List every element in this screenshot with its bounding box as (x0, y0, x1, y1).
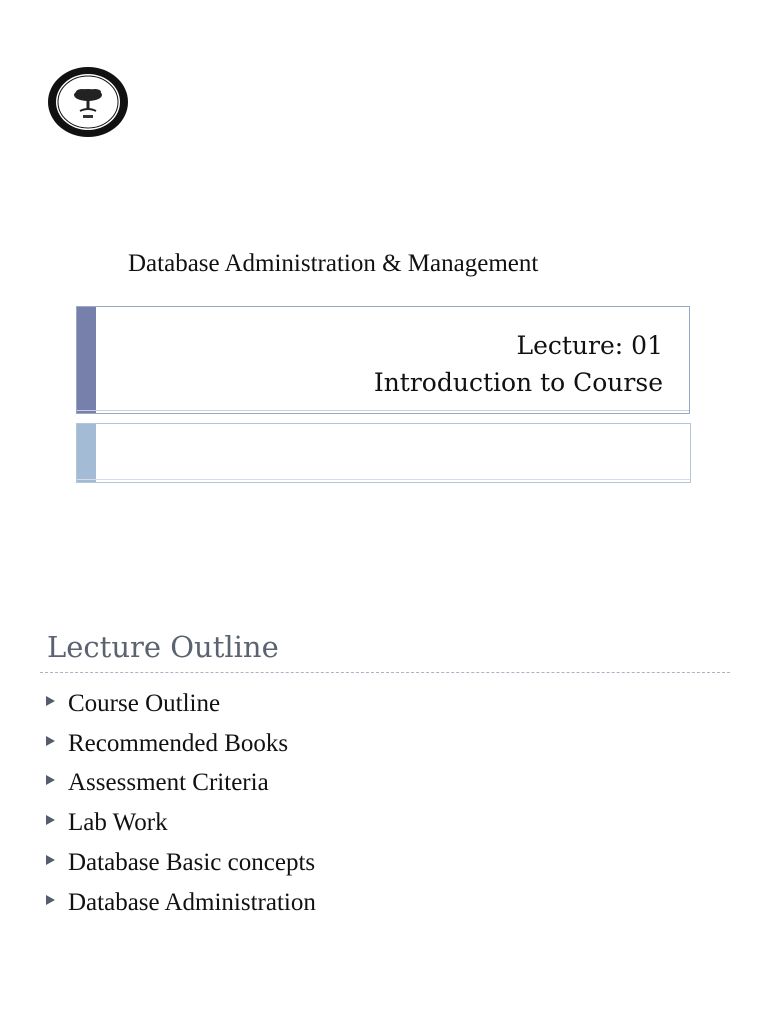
subtitle-accent-bar (77, 424, 96, 482)
lecture-number: Lecture: 01 (516, 331, 663, 360)
subtitle-box (76, 423, 691, 483)
list-item-text: Database Administration (68, 888, 316, 916)
lecture-title: Introduction to Course (373, 368, 663, 397)
outline-heading: Lecture Outline (47, 630, 279, 664)
list-item (46, 684, 316, 724)
list-item (46, 764, 316, 804)
list-item-text: Course Outline (68, 689, 221, 717)
list-item-text: Lab Work (68, 809, 168, 837)
lecture-title-box (76, 306, 690, 414)
list-item-text: Recommended Books (68, 729, 289, 757)
heading-divider (40, 672, 730, 673)
list-item (46, 883, 316, 923)
list-item-text: Assessment Criteria (68, 769, 269, 797)
triangle-bullet-icon (46, 855, 55, 865)
triangle-bullet-icon (46, 895, 55, 905)
list-item (46, 724, 316, 764)
list-item (46, 843, 316, 883)
outline-list (46, 684, 316, 923)
university-seal-logo (46, 65, 130, 139)
triangle-bullet-icon (46, 736, 55, 746)
list-item-text: Database Basic concepts (68, 849, 316, 877)
title-accent-bar (77, 307, 96, 413)
university-seal-icon (46, 65, 130, 139)
triangle-bullet-icon (46, 815, 55, 825)
triangle-bullet-icon (46, 775, 55, 785)
list-item (46, 803, 316, 843)
subtitle-box-underline (77, 479, 690, 480)
triangle-bullet-icon (46, 696, 55, 706)
course-title: Database Administration & Management (128, 250, 539, 277)
title-box-underline (77, 410, 689, 411)
